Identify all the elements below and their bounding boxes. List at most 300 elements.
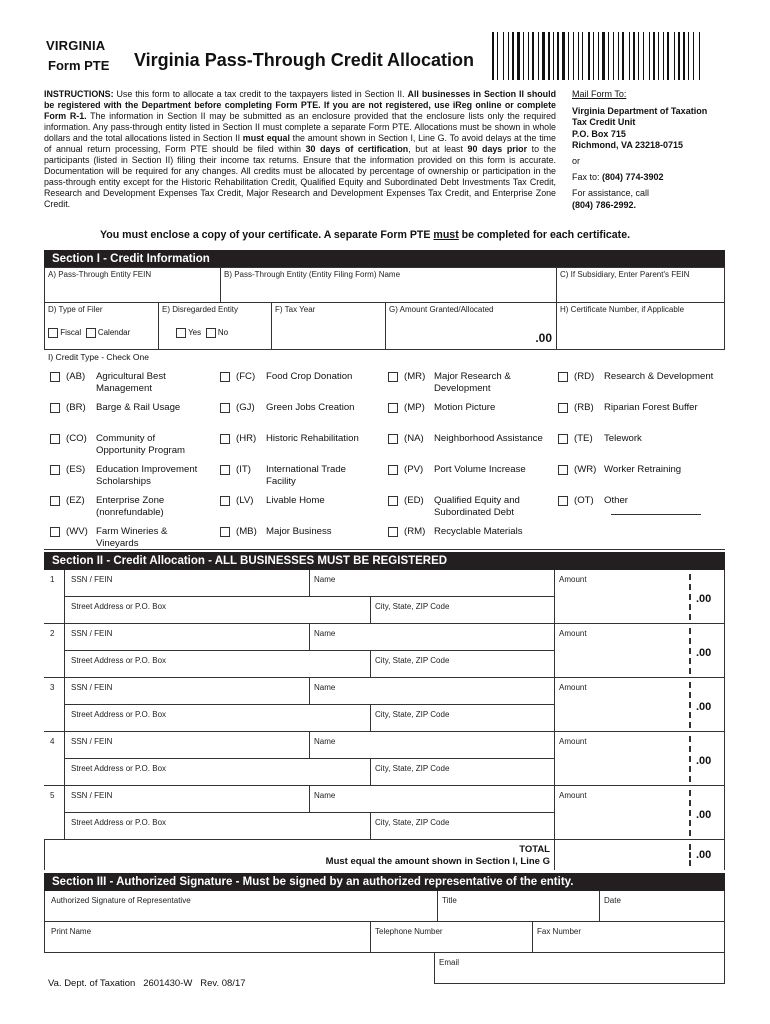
signature-field[interactable] [44, 891, 437, 922]
barcode-bar [676, 32, 677, 80]
credit-type-label: I) Credit Type - Check One [48, 352, 149, 362]
disregarded-entity-field [158, 303, 271, 349]
credit-label: Historic Rehabilitation [266, 433, 359, 444]
credit-option-mp[interactable] [388, 402, 544, 414]
disregarded-label: E) Disregarded Entity [162, 305, 239, 314]
credit-code: (BR) [66, 402, 86, 413]
total-label-block [44, 840, 554, 870]
credit-option-fc[interactable] [220, 371, 376, 383]
barcode-bar [578, 32, 579, 80]
credit-checkbox[interactable] [50, 403, 60, 413]
instructions [44, 89, 556, 211]
barcode-bar [678, 32, 680, 80]
yes-label: Yes [188, 328, 202, 338]
barcode-bar [631, 32, 632, 80]
barcode-bar [636, 32, 637, 80]
credit-code: (TE) [574, 433, 593, 444]
barcode-bar [686, 32, 687, 80]
credit-checkbox[interactable] [388, 465, 398, 475]
credit-checkbox[interactable] [558, 403, 568, 413]
credit-checkbox[interactable] [558, 496, 568, 506]
mail-address-line: Tax Credit Unit [572, 117, 636, 128]
print-name-field[interactable] [44, 922, 370, 953]
barcode-bar [562, 32, 565, 80]
credit-label: Education Improvement Scholarships [96, 464, 198, 487]
barcode-bar [660, 32, 662, 80]
barcode-bar [625, 32, 628, 80]
barcode-bar [649, 32, 650, 80]
fax-label: Fax to: [572, 172, 603, 183]
assistance-phone: (804) 786-2992. [572, 199, 637, 210]
barcode-bar [667, 32, 669, 80]
barcode-bar [553, 32, 554, 80]
footer: Va. Dept. of Taxation 2601430-W Rev. 08/17 [48, 978, 246, 989]
credit-option-rd[interactable] [558, 371, 714, 383]
barcode-bar [575, 32, 577, 80]
cents-divider [689, 790, 691, 836]
entity-name-field[interactable] [220, 268, 555, 302]
barcode-bar [517, 32, 520, 80]
amount-label: Amount [559, 737, 587, 746]
tax-year-label: F) Tax Year [275, 305, 316, 314]
city-field[interactable] [370, 813, 554, 840]
credit-label: Worker Retraining [604, 464, 682, 475]
street-field[interactable] [64, 597, 370, 624]
credit-label: Other [604, 495, 628, 506]
credit-checkbox[interactable] [220, 496, 230, 506]
credit-label: Recyclable Materials [434, 526, 523, 537]
fiscal-label: Fiscal [60, 328, 82, 338]
credit-checkbox[interactable] [220, 527, 230, 537]
amount-label: Amount [559, 575, 587, 584]
barcode-bar [653, 32, 655, 80]
credit-option-mr[interactable] [388, 371, 544, 394]
credit-code: (RD) [574, 371, 595, 382]
section3-header: Section III - Authorized Signature - Must be signed by an authorized representative of the entity. [44, 873, 725, 891]
credit-label: Neighborhood Assistance [434, 433, 543, 444]
barcode-bar [638, 32, 639, 80]
credit-code: (WV) [66, 526, 88, 537]
amount-label: Amount [559, 791, 587, 800]
barcode-bar [505, 32, 507, 80]
allocation-row [44, 732, 725, 786]
credit-option-ez[interactable] [50, 495, 206, 518]
certificate-number-label: H) Certificate Number, if Applicable [560, 305, 685, 314]
row-number: 1 [50, 575, 55, 584]
credit-option-rb[interactable] [558, 402, 714, 414]
credit-label: Research & Development [604, 371, 714, 382]
barcode-bar [570, 32, 572, 80]
city-field[interactable] [370, 651, 554, 678]
amount-field[interactable] [554, 786, 725, 840]
row-number: 3 [50, 683, 55, 692]
credit-checkbox[interactable] [388, 372, 398, 382]
barcode-bar [580, 32, 581, 80]
barcode-bar [551, 32, 552, 80]
fax-number: (804) 774-3902 [602, 172, 664, 183]
barcode-bar [695, 32, 698, 80]
barcode-bar [591, 32, 592, 80]
credit-option-wv[interactable] [50, 526, 206, 549]
amount-field[interactable] [554, 678, 725, 732]
credit-checkbox[interactable] [220, 372, 230, 382]
form-number: Form PTE [48, 58, 110, 73]
credit-option-rm[interactable] [388, 526, 544, 538]
barcode-bar [598, 32, 599, 80]
ssn-fein-field[interactable] [64, 624, 309, 651]
credit-checkbox[interactable] [50, 527, 60, 537]
form-state: VIRGINIA [46, 38, 106, 53]
barcode-bar [658, 32, 659, 80]
barcode-bar [512, 32, 514, 80]
amount-cents: .00 [696, 701, 712, 713]
ssn-fein-field[interactable] [64, 678, 309, 705]
total-amount-field[interactable] [554, 840, 725, 870]
credit-option-lv[interactable] [220, 495, 376, 507]
barcode-bar [540, 32, 541, 80]
credit-code: (HR) [236, 433, 257, 444]
amount-field[interactable] [554, 624, 725, 678]
street-field[interactable] [64, 705, 370, 732]
amount-cents: .00 [696, 593, 712, 605]
amount-label: Amount [559, 683, 587, 692]
credit-option-wr[interactable] [558, 464, 714, 476]
telephone-label: Telephone Number [375, 927, 443, 936]
barcode-bar [573, 32, 574, 80]
section1-row1 [44, 267, 725, 303]
credit-checkbox[interactable] [388, 403, 398, 413]
name-label: Name [314, 683, 336, 692]
ssn-fein-label: SSN / FEIN [71, 791, 113, 800]
street-label: Street Address or P.O. Box [71, 602, 167, 611]
credit-option-br[interactable] [50, 402, 206, 414]
name-field[interactable] [309, 678, 554, 705]
allocation-row [44, 786, 725, 840]
credit-label: Riparian Forest Buffer [604, 402, 698, 413]
credit-checkbox[interactable] [558, 465, 568, 475]
name-label: Name [314, 629, 336, 638]
filer-type-field [45, 303, 158, 349]
credit-label: Major Research & Development [434, 371, 511, 394]
amount-granted-label: G) Amount Granted/Allocated [389, 305, 494, 314]
credit-label: Motion Picture [434, 402, 496, 413]
row-number: 5 [50, 791, 55, 800]
barcode-bar [582, 32, 583, 80]
telephone-field[interactable] [370, 922, 532, 953]
barcode-bar [595, 32, 597, 80]
title-field[interactable] [437, 891, 599, 922]
street-label: Street Address or P.O. Box [71, 764, 167, 773]
barcode-bar [566, 32, 567, 80]
date-label: Date [604, 896, 621, 905]
fein-field[interactable] [45, 268, 220, 302]
cents-divider [689, 574, 691, 620]
city-field[interactable] [370, 597, 554, 624]
enclose-text: You must enclose a copy of your certificate. A separate Form PTE [100, 229, 434, 241]
credit-code: (MR) [404, 371, 426, 382]
page-title: Virginia Pass-Through Credit Allocation [134, 50, 475, 70]
barcode-bar [633, 32, 635, 80]
fein-label: A) Pass-Through Entity FEIN [48, 270, 152, 279]
barcode-bar [495, 32, 496, 80]
credit-checkbox[interactable] [388, 527, 398, 537]
barcode-bar [515, 32, 516, 80]
credit-code: (CO) [66, 433, 87, 444]
city-label: City, State, ZIP Code [375, 656, 450, 665]
barcode-bar [690, 32, 692, 80]
email-label: Email [439, 958, 460, 967]
barcode-bar [602, 32, 605, 80]
amount-granted-field[interactable] [385, 303, 556, 349]
name-label: Name [314, 575, 336, 584]
credit-checkbox[interactable] [50, 465, 60, 475]
credit-code: (AB) [66, 371, 86, 382]
city-label: City, State, ZIP Code [375, 710, 450, 719]
name-label: Name [314, 791, 336, 800]
barcode-bar [651, 32, 652, 80]
barcode-bar [588, 32, 590, 80]
credit-code: (MB) [236, 526, 257, 537]
credit-code: (OT) [574, 495, 594, 506]
date-field[interactable] [599, 891, 725, 922]
allocation-row [44, 624, 725, 678]
row-number: 2 [50, 629, 55, 638]
barcode-bar [674, 32, 675, 80]
barcode-bar [546, 32, 547, 80]
barcode-bar [568, 32, 569, 80]
credit-label: Food Crop Donation [266, 371, 353, 382]
fiscal-checkbox[interactable] [48, 328, 58, 338]
barcode-bar [560, 32, 561, 80]
enclose-must: must [433, 229, 459, 241]
barcode-bar [492, 32, 494, 80]
barcode-bar [510, 32, 511, 80]
credit-option-ot[interactable] [558, 495, 714, 507]
street-field[interactable] [64, 759, 370, 786]
amount-field[interactable] [554, 570, 725, 624]
cents-divider [689, 628, 691, 674]
credit-checkbox[interactable] [388, 434, 398, 444]
ssn-fein-field[interactable] [64, 786, 309, 813]
instructions-text: Use this form to allocate a tax credit to the taxpayers listed in Section II. [113, 89, 408, 99]
credit-label: International Trade Facility [266, 464, 347, 487]
credit-code: (ES) [66, 464, 86, 475]
fax-label: Fax Number [537, 927, 582, 936]
credit-label: Barge & Rail Usage [96, 402, 181, 413]
assistance-label: For assistance, call [572, 188, 650, 199]
barcode-bar [613, 32, 614, 80]
credit-option-ab[interactable] [50, 371, 206, 394]
cents-divider [689, 736, 691, 782]
credit-option-na[interactable] [388, 433, 544, 445]
barcode-bar [525, 32, 527, 80]
barcode-bar [523, 32, 524, 80]
amount-granted-cents: .00 [535, 331, 552, 345]
barcode-bar [542, 32, 545, 80]
barcode-bar [508, 32, 509, 80]
city-label: City, State, ZIP Code [375, 818, 450, 827]
mail-to-block [572, 89, 732, 211]
barcode-bar [656, 32, 657, 80]
ssn-fein-label: SSN / FEIN [71, 629, 113, 638]
credit-label: Enterprise Zone (nonrefundable) [96, 495, 165, 518]
credit-code: (RM) [404, 526, 426, 537]
barcode-bar [548, 32, 550, 80]
ssn-fein-field[interactable] [64, 732, 309, 759]
barcode-bar [606, 32, 607, 80]
instructions-text: The information in Section II may be submitted as an enclosure provided that the enclosure lists only the required information. Any pass-through entity listed in Section II must complete a separate Form PTE. Allocations must be shown in whole dollars and the total allocations listed in Section II [44, 111, 556, 144]
credit-checkbox[interactable] [388, 496, 398, 506]
ssn-fein-field[interactable] [64, 570, 309, 597]
credit-label: Farm Wineries & Vineyards [96, 526, 168, 549]
barcode-bar [620, 32, 621, 80]
credit-code: (MP) [404, 402, 425, 413]
barcode-bar [645, 32, 648, 80]
calendar-label: Calendar [97, 328, 131, 338]
credit-code: (WR) [574, 464, 597, 475]
credit-option-co[interactable] [50, 433, 206, 456]
allocation-row [44, 570, 725, 624]
barcode-bar [557, 32, 559, 80]
credit-option-pv[interactable] [388, 464, 544, 476]
parent-fein-field[interactable] [556, 268, 725, 302]
instructions-bold: 30 days of certification [305, 144, 409, 155]
instructions-text: the amount shown in Section I, Line G. To avoid delays at the time of annual return processing, Form PTE should be filed within [44, 133, 556, 155]
section1-header: Section I - Credit Information [44, 250, 725, 268]
certificate-number-field[interactable] [556, 303, 725, 349]
total-note: Must equal the amount shown in Section I, Line G [325, 856, 550, 867]
barcode-bar [532, 32, 534, 80]
credit-option-es[interactable] [50, 464, 206, 487]
barcode-bar [497, 32, 498, 80]
credit-checkbox[interactable] [220, 403, 230, 413]
credit-option-hr[interactable] [220, 433, 376, 445]
name-field[interactable] [309, 570, 554, 597]
print-name-label: Print Name [51, 927, 92, 936]
cents-divider [689, 844, 691, 866]
barcode-bar [538, 32, 539, 80]
enclose-note [100, 229, 630, 241]
credit-label: Community of Opportunity Program [96, 433, 186, 456]
credit-checkbox[interactable] [558, 434, 568, 444]
total-label: TOTAL [519, 844, 550, 855]
credit-code: (NA) [404, 433, 424, 444]
amount-cents: .00 [696, 809, 712, 821]
amount-cents: .00 [696, 755, 712, 767]
credit-label: Livable Home [266, 495, 325, 506]
yes-checkbox[interactable] [176, 328, 186, 338]
credit-code: (RB) [574, 402, 594, 413]
total-cents: .00 [696, 849, 712, 861]
credit-label: Major Business [266, 526, 332, 537]
credit-checkbox[interactable] [50, 496, 60, 506]
enclose-text: be completed for each certificate. [458, 229, 631, 241]
credit-code: (FC) [236, 371, 256, 382]
barcode-bar [670, 32, 673, 80]
barcode-bar [688, 32, 689, 80]
tax-year-field[interactable] [271, 303, 385, 349]
street-field[interactable] [64, 813, 370, 840]
amount-field[interactable] [554, 732, 725, 786]
city-field[interactable] [370, 759, 554, 786]
credit-option-ed[interactable] [388, 495, 544, 518]
other-credit-line[interactable] [611, 514, 701, 515]
city-field[interactable] [370, 705, 554, 732]
credit-option-te[interactable] [558, 433, 714, 445]
city-label: City, State, ZIP Code [375, 602, 450, 611]
name-label: Name [314, 737, 336, 746]
barcode-bar [600, 32, 601, 80]
allocation-table [44, 570, 725, 870]
credit-checkbox[interactable] [558, 372, 568, 382]
amount-label: Amount [559, 629, 587, 638]
credit-code: (PV) [404, 464, 424, 475]
street-label: Street Address or P.O. Box [71, 818, 167, 827]
signature-block [44, 891, 725, 984]
no-checkbox[interactable] [206, 328, 216, 338]
credit-checkbox[interactable] [220, 434, 230, 444]
barcode-bar [530, 32, 531, 80]
credit-code: (GJ) [236, 402, 255, 413]
credit-option-it[interactable] [220, 464, 376, 487]
no-label: No [217, 328, 229, 338]
barcode-bar [665, 32, 666, 80]
mail-or: or [572, 156, 581, 167]
credit-label: Qualified Equity and Subordinated Debt [434, 495, 520, 518]
barcode-bar [499, 32, 502, 80]
barcode-bar [683, 32, 685, 80]
calendar-checkbox[interactable] [86, 328, 96, 338]
street-field[interactable] [64, 651, 370, 678]
name-field[interactable] [309, 732, 554, 759]
credit-option-gj[interactable] [220, 402, 376, 414]
cents-divider [689, 682, 691, 728]
credit-type-grid [44, 365, 725, 550]
barcode-bar [663, 32, 664, 80]
parent-fein-label: C) If Subsidiary, Enter Parent's FEIN [560, 270, 690, 279]
credit-option-mb[interactable] [220, 526, 376, 538]
credit-label: Telework [604, 433, 642, 444]
barcode-bar [593, 32, 594, 80]
city-label: City, State, ZIP Code [375, 764, 450, 773]
credit-code: (ED) [404, 495, 424, 506]
credit-label: Agricultural Best Management [96, 371, 166, 394]
barcode-bar [535, 32, 537, 80]
total-row [44, 840, 725, 870]
credit-checkbox[interactable] [50, 372, 60, 382]
ssn-fein-label: SSN / FEIN [71, 683, 113, 692]
name-field[interactable] [309, 624, 554, 651]
barcode-bar [528, 32, 529, 80]
instructions-bold: 90 days prior [467, 144, 528, 155]
barcode-bar [608, 32, 609, 80]
fax-field[interactable] [532, 922, 725, 953]
credit-checkbox[interactable] [50, 434, 60, 444]
credit-checkbox[interactable] [220, 465, 230, 475]
instructions-bold: All businesses in Section II should be registered with the Department before completing Form PTE. If you are not registered, use iReg online or complete Form R-1. [44, 89, 556, 122]
entity-name-label: B) Pass-Through Entity (Entity Filing Form) Name [224, 270, 401, 279]
email-field[interactable] [434, 953, 725, 984]
instructions-lead: INSTRUCTIONS: [44, 89, 114, 99]
barcode [492, 32, 725, 80]
name-field[interactable] [309, 786, 554, 813]
instructions-bold: must equal [242, 133, 290, 144]
credit-label: Green Jobs Creation [266, 402, 355, 413]
barcode-bar [681, 32, 682, 80]
credit-code: (LV) [236, 495, 254, 506]
credit-label: Port Volume Increase [434, 464, 526, 475]
mail-address-line: P.O. Box 715 [572, 128, 626, 139]
